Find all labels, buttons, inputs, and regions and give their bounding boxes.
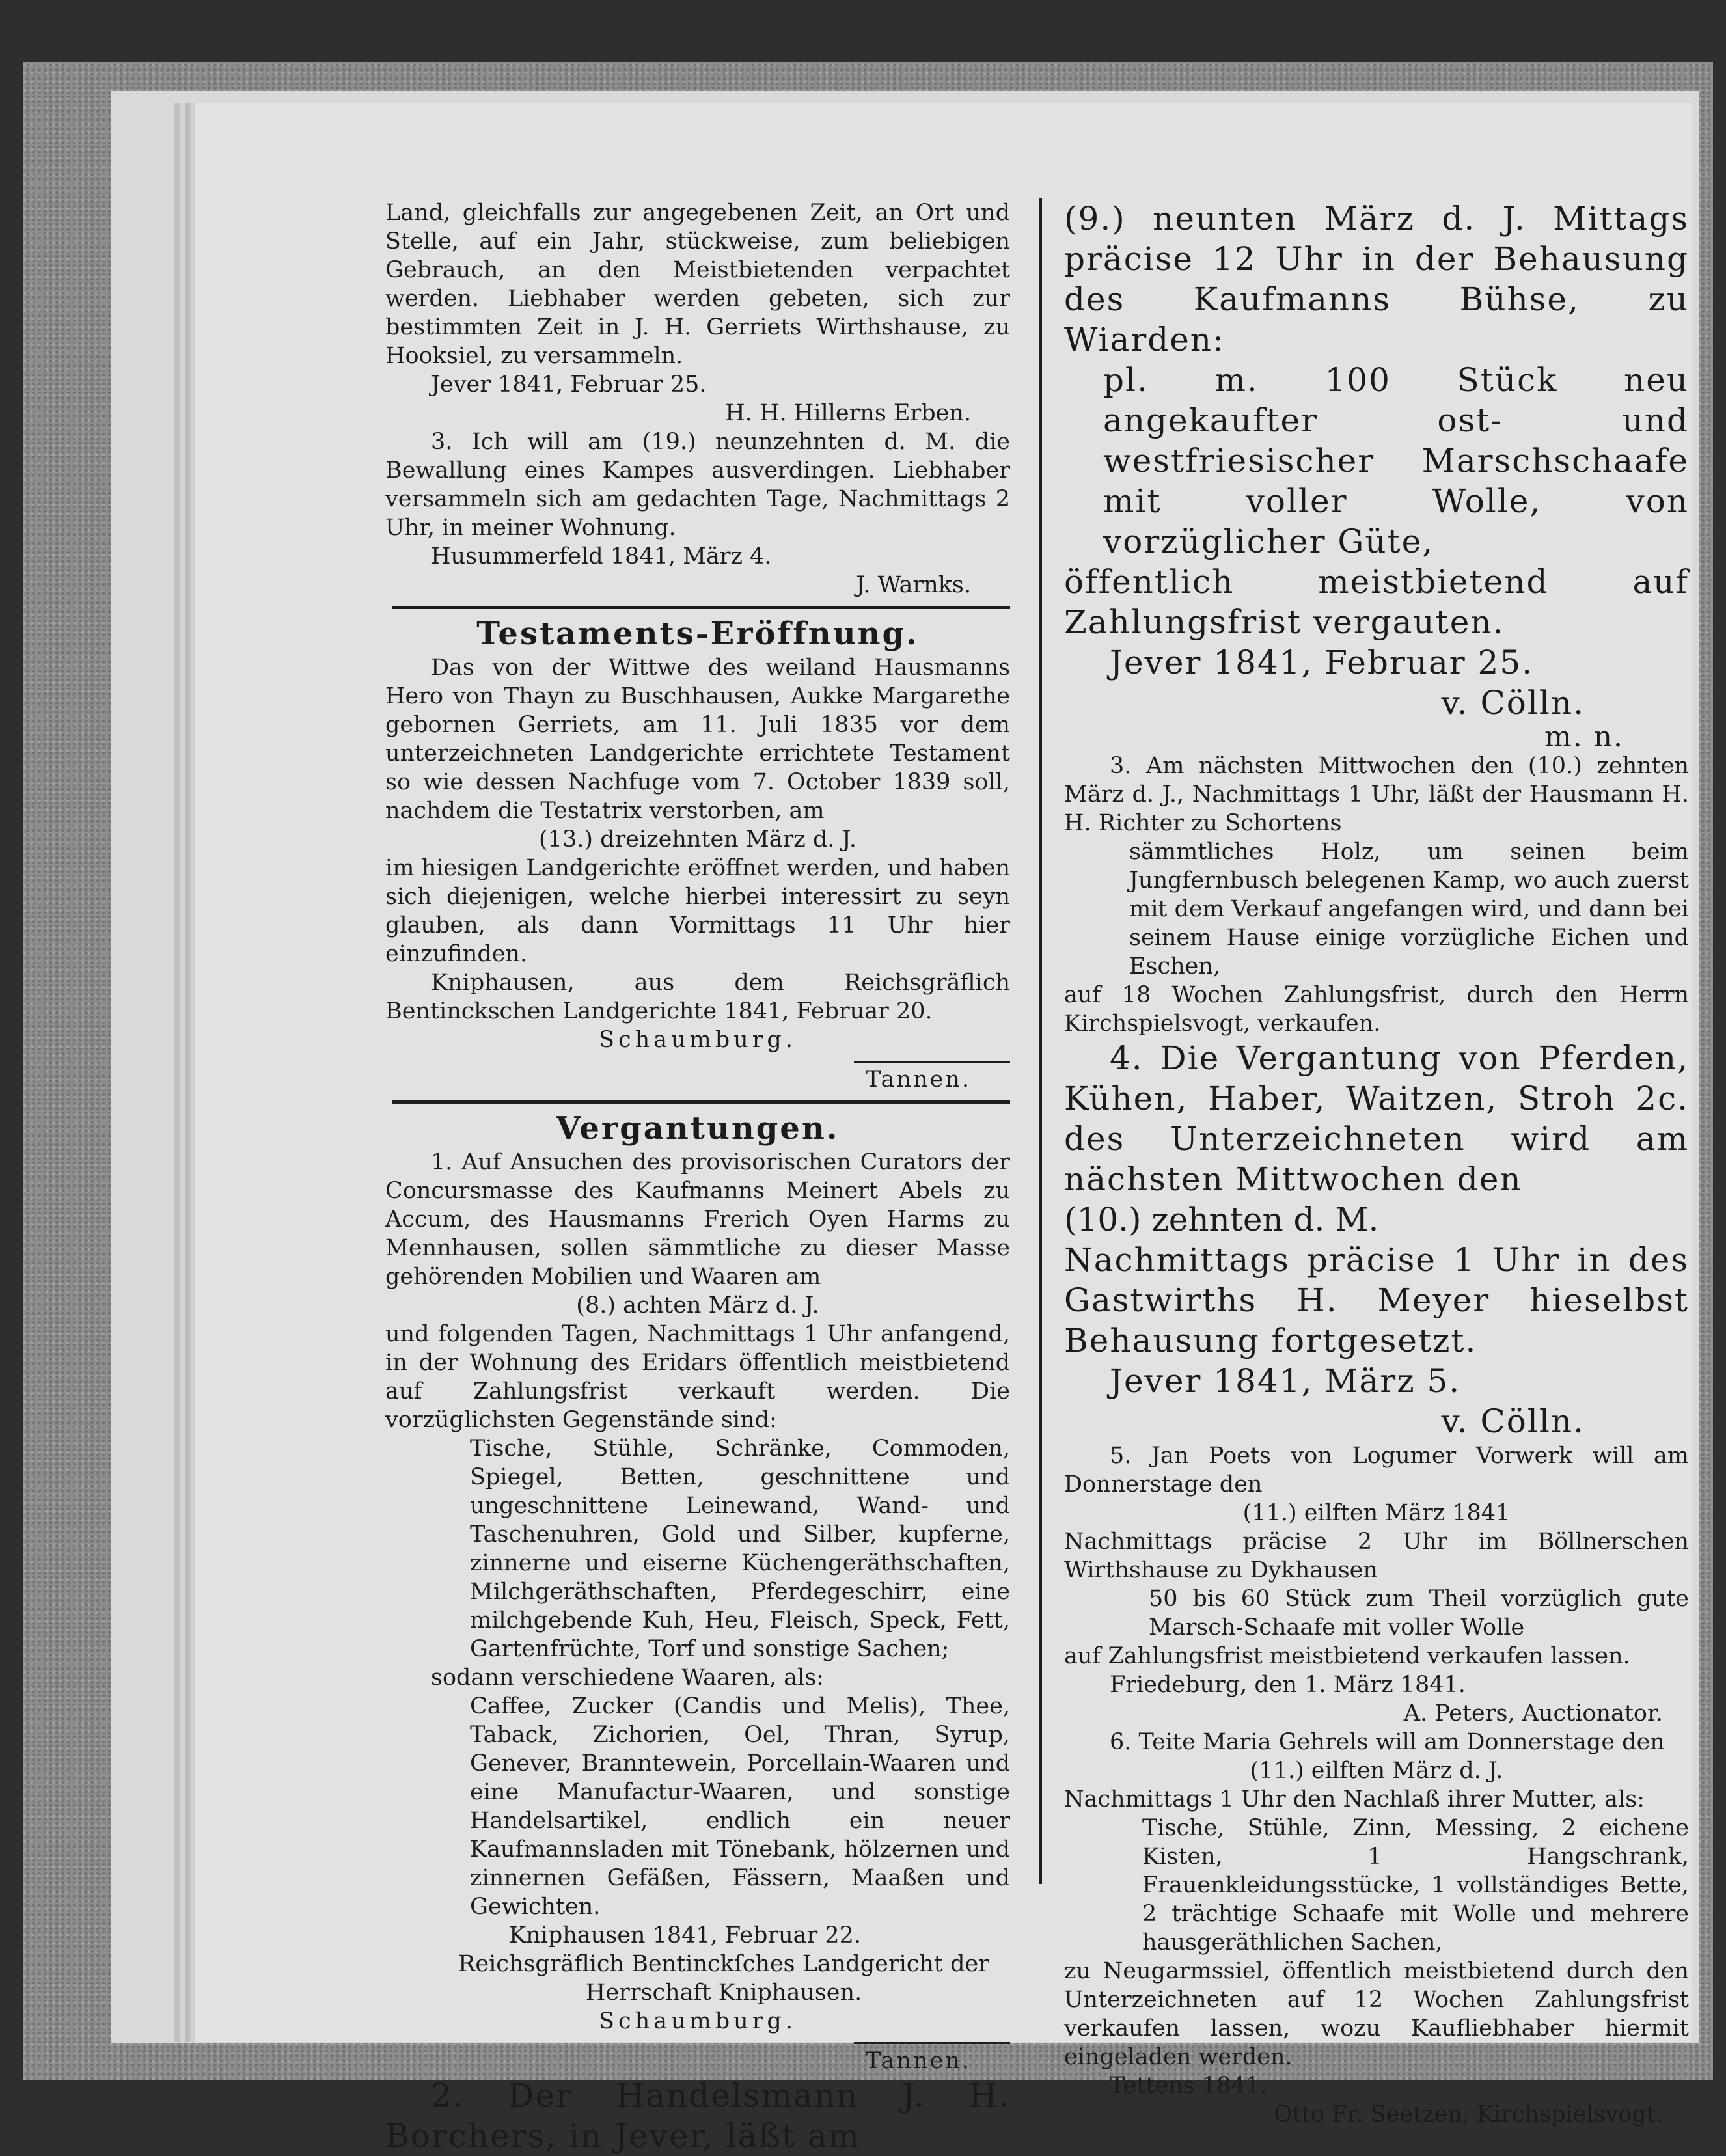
notice-vergauten: öffentlich meistbietend auf Zahlungsfrist vergauten.: [1064, 563, 1689, 641]
vergantung-items-2: Caffee, Zucker (Candis und Melis), Thee, Taback, Zichorien, Oel, Thran, Syrup, Genever, Branntewein, Porcellain-Waaren und eine Manufactur-Waaren, und sonstige Handelsartikel, endlich ein neuer Kaufmannsladen mit Tönebank, hölzernen und zinnernen Gefäßen, Fässern, Maaßen und Gewichten.: [470, 1693, 1010, 1920]
item-5-list: 50 bis 60 Stück zum Theil vorzüglich gute Marsch-Schaafe mit voller Wolle: [1149, 1586, 1689, 1641]
item-5-date: (11.) eilften März 1841: [1242, 1500, 1511, 1526]
left-date-1: Jever 1841, Februar 25.: [431, 372, 707, 398]
item-4-date-2: Jever 1841, März 5.: [1110, 1362, 1461, 1400]
notice-sig-1: v. Cölln.: [1441, 684, 1585, 722]
item-5-text: 5. Jan Poets von Logumer Vorwerk will am Donnerstage den: [1064, 1443, 1689, 1497]
vergantung-court: Reichsgräflich Bentinckſches Landgericht der Herrschaft Kniphausen.: [458, 1951, 989, 2006]
right-column: [1064, 198, 1726, 2129]
left-column: [385, 198, 1010, 2156]
vergantung-sig-2: Tannen.: [866, 2048, 971, 2074]
item-6-text-2: Nachmittags 1 Uhr den Nachlaß ihrer Mutter, als:: [1064, 1786, 1645, 1812]
item-6-place: Tettens 1841.: [1110, 2073, 1268, 2099]
sig-rule: [854, 2042, 1010, 2044]
column-divider: [1039, 198, 1042, 1884]
notice-sig-2: m. n.: [1544, 720, 1624, 754]
vergantung-item-2: 2. Der Handelsmann J. H. Borchers, in Jever, läßt am: [385, 2077, 1010, 2155]
item-6-date: (11.) eilften März d. J.: [1250, 1758, 1503, 1784]
vergantung-place: Kniphausen 1841, Februar 22.: [509, 1922, 862, 1948]
notice-date-1: Jever 1841, Februar 25.: [1110, 644, 1534, 681]
testament-sig-2: Tannen.: [866, 1067, 971, 1093]
testament-sig-1: Schaumburg.: [599, 1027, 797, 1053]
section-rule: [392, 1100, 1010, 1104]
vergantung-date: (8.) achten März d. J.: [576, 1292, 819, 1318]
heading-testament: Testaments-Eröffnung.: [476, 616, 919, 652]
vergantung-text-3: sodann verschiedene Waaren, als:: [431, 1665, 824, 1691]
item-6-end: zu Neugarmssiel, öffentlich meistbietend durch den Unterzeichneten auf 12 Wochen Zahlungsfrist verkaufen lassen, wozu Kaufliebhaber hiermit eingeladen werden.: [1064, 1958, 1689, 2070]
item-4-sig: v. Cölln.: [1441, 1402, 1585, 1440]
item-5-text-2: Nachmittags präcise 2 Uhr im Böllnerschen Wirthshause zu Dykhausen: [1064, 1529, 1689, 1583]
item-3-text: 3. Am nächsten Mittwochen den (10.) zehnten März d. J., Nachmittags 1 Uhr, läßt der Hausmann H. H. Richter zu Schortens: [1064, 753, 1689, 836]
left-sig-2: J. Warnks.: [856, 572, 971, 598]
testament-text-1: Das von der Wittwe des weiland Hausmanns Hero von Thayn zu Buschhausen, Aukke Margarethe gebornen Gerriets, am 11. Juli 1835 vor dem unterzeichneten Landgerichte errichtete Testament so wie dessen Nachfuge vom 7. October 1839 soll, nachdem die Testatrix verstorben, am: [385, 655, 1010, 824]
item-5-sig: A. Peters, Auctionator.: [1403, 1700, 1663, 1726]
item-3-list: sämmtliches Holz, um seinen beim Jungfernbusch belegenen Kamp, wo auch zuerst mit dem Verkauf angefangen wird, und dann bei seinem Hause einige vorzügliche Eichen und Eschen,: [1129, 839, 1689, 979]
notice-bühse: (9.) neunten März d. J. Mittags präcise 12 Uhr in der Behausung des Kaufmanns Bühse, zu Wiarden:: [1064, 200, 1689, 359]
item-6-text: 6. Teite Maria Gehrels will am Donnerstage den: [1110, 1729, 1665, 1755]
section-rule: [392, 606, 1010, 609]
left-text-1: Land, gleichfalls zur angegebenen Zeit, an Ort und Stelle, auf ein Jahr, stückweise, zum beliebigen Gebrauch, an den Meistbietenden verpachtet werden. Liebhaber werden gebeten, sich zur bestimmten Zeit in J. H. Gerriets Wirthshause, zu Hooksiel, zu versammeln.: [385, 200, 1010, 369]
notice-schaafe: pl. m. 100 Stück neu angekaufter ost- und westfriesischer Marschschaafe mit voller Wolle, von vorzüglicher Güte,: [1103, 361, 1689, 560]
item-3-end: auf 18 Wochen Zahlungsfrist, durch den Herrn Kirchspielsvogt, verkaufen.: [1064, 982, 1689, 1037]
testament-date: (13.) dreizehnten März d. J.: [539, 826, 856, 853]
testament-place: Kniphausen, aus dem Reichsgräflich Bentinckschen Landgerichte 1841, Februar 20.: [385, 970, 1010, 1024]
vergantung-text-2: und folgenden Tagen, Nachmittags 1 Uhr anfangend, in der Wohnung des Eridars öffentlich meistbietend auf Zahlungsfrist verkauft werden. Die vorzüglichsten Gegenstände sind:: [385, 1321, 1010, 1433]
sig-rule: [854, 1061, 1010, 1063]
item-5-end: auf Zahlungsfrist meistbietend verkaufen lassen.: [1064, 1643, 1630, 1669]
vergantung-sig-1: Schaumburg.: [599, 2008, 797, 2034]
item-6-list: Tische, Stühle, Zinn, Messing, 2 eichene Kisten, 1 Hangschrank, Frauenkleidungsstücke, 1 vollständiges Bette, 2 trächtige Schaafe mit Wolle und mehrere hausgeräthlichen Sachen,: [1142, 1815, 1689, 1956]
vergantung-items-1: Tische, Stühle, Schränke, Commoden, Spiegel, Betten, geschnittene und ungeschnittene Leinewand, Wand- und Taschenuhren, Gold und Silber, kupferne, zinnerne und eiserne Küchengeräthschaften, Milchgeräthschaften, Pferdegeschirr, eine milchgebende Kuh, Heu, Fleisch, Speck, Fett, Gartenfrüchte, Torf und sonstige Sachen;: [470, 1436, 1010, 1662]
left-item-3: 3. Ich will am (19.) neunzehnten d. M. die Bewallung eines Kampes ausverdingen. Liebhaber versammeln sich am gedachten Tage, Nachmittags 2 Uhr, in meiner Wohnung.: [385, 429, 1010, 541]
testament-text-2: im hiesigen Landgerichte eröffnet werden, und haben sich diejenigen, welche hierbei interessirt zu seyn glauben, als dann Vormittags 11 Uhr hier einzufinden.: [385, 855, 1010, 967]
item-4-date: (10.) zehnten d. M.: [1064, 1201, 1379, 1238]
item-5-place: Friedeburg, den 1. März 1841.: [1110, 1672, 1466, 1698]
left-date-2: Husummerfeld 1841, März 4.: [431, 543, 772, 569]
item-4-text: 4. Die Vergantung von Pferden, Kühen, Haber, Waitzen, Stroh 2c. des Unterzeichneten wird am nächsten Mittwochen den: [1064, 1039, 1689, 1198]
left-sig-1: H. H. Hillerns Erben.: [725, 400, 971, 426]
vergantung-text-1: 1. Auf Ansuchen des provisorischen Curators der Concursmasse des Kaufmanns Meinert Abels zu Accum, des Hausmanns Frerich Oyen Harms zu Mennhausen, sollen sämmtliche zu dieser Masse gehörenden Mobilien und Waaren am: [385, 1149, 1010, 1290]
heading-vergantungen: Vergantungen.: [556, 1110, 840, 1147]
item-6-sig: Otto Fr. Seetzen, Kirchspielsvogt.: [1274, 2101, 1663, 2127]
item-4-text-2: Nachmittags präcise 1 Uhr in des Gastwirths H. Meyer hieselbst Behausung fortgesetzt.: [1064, 1241, 1689, 1359]
